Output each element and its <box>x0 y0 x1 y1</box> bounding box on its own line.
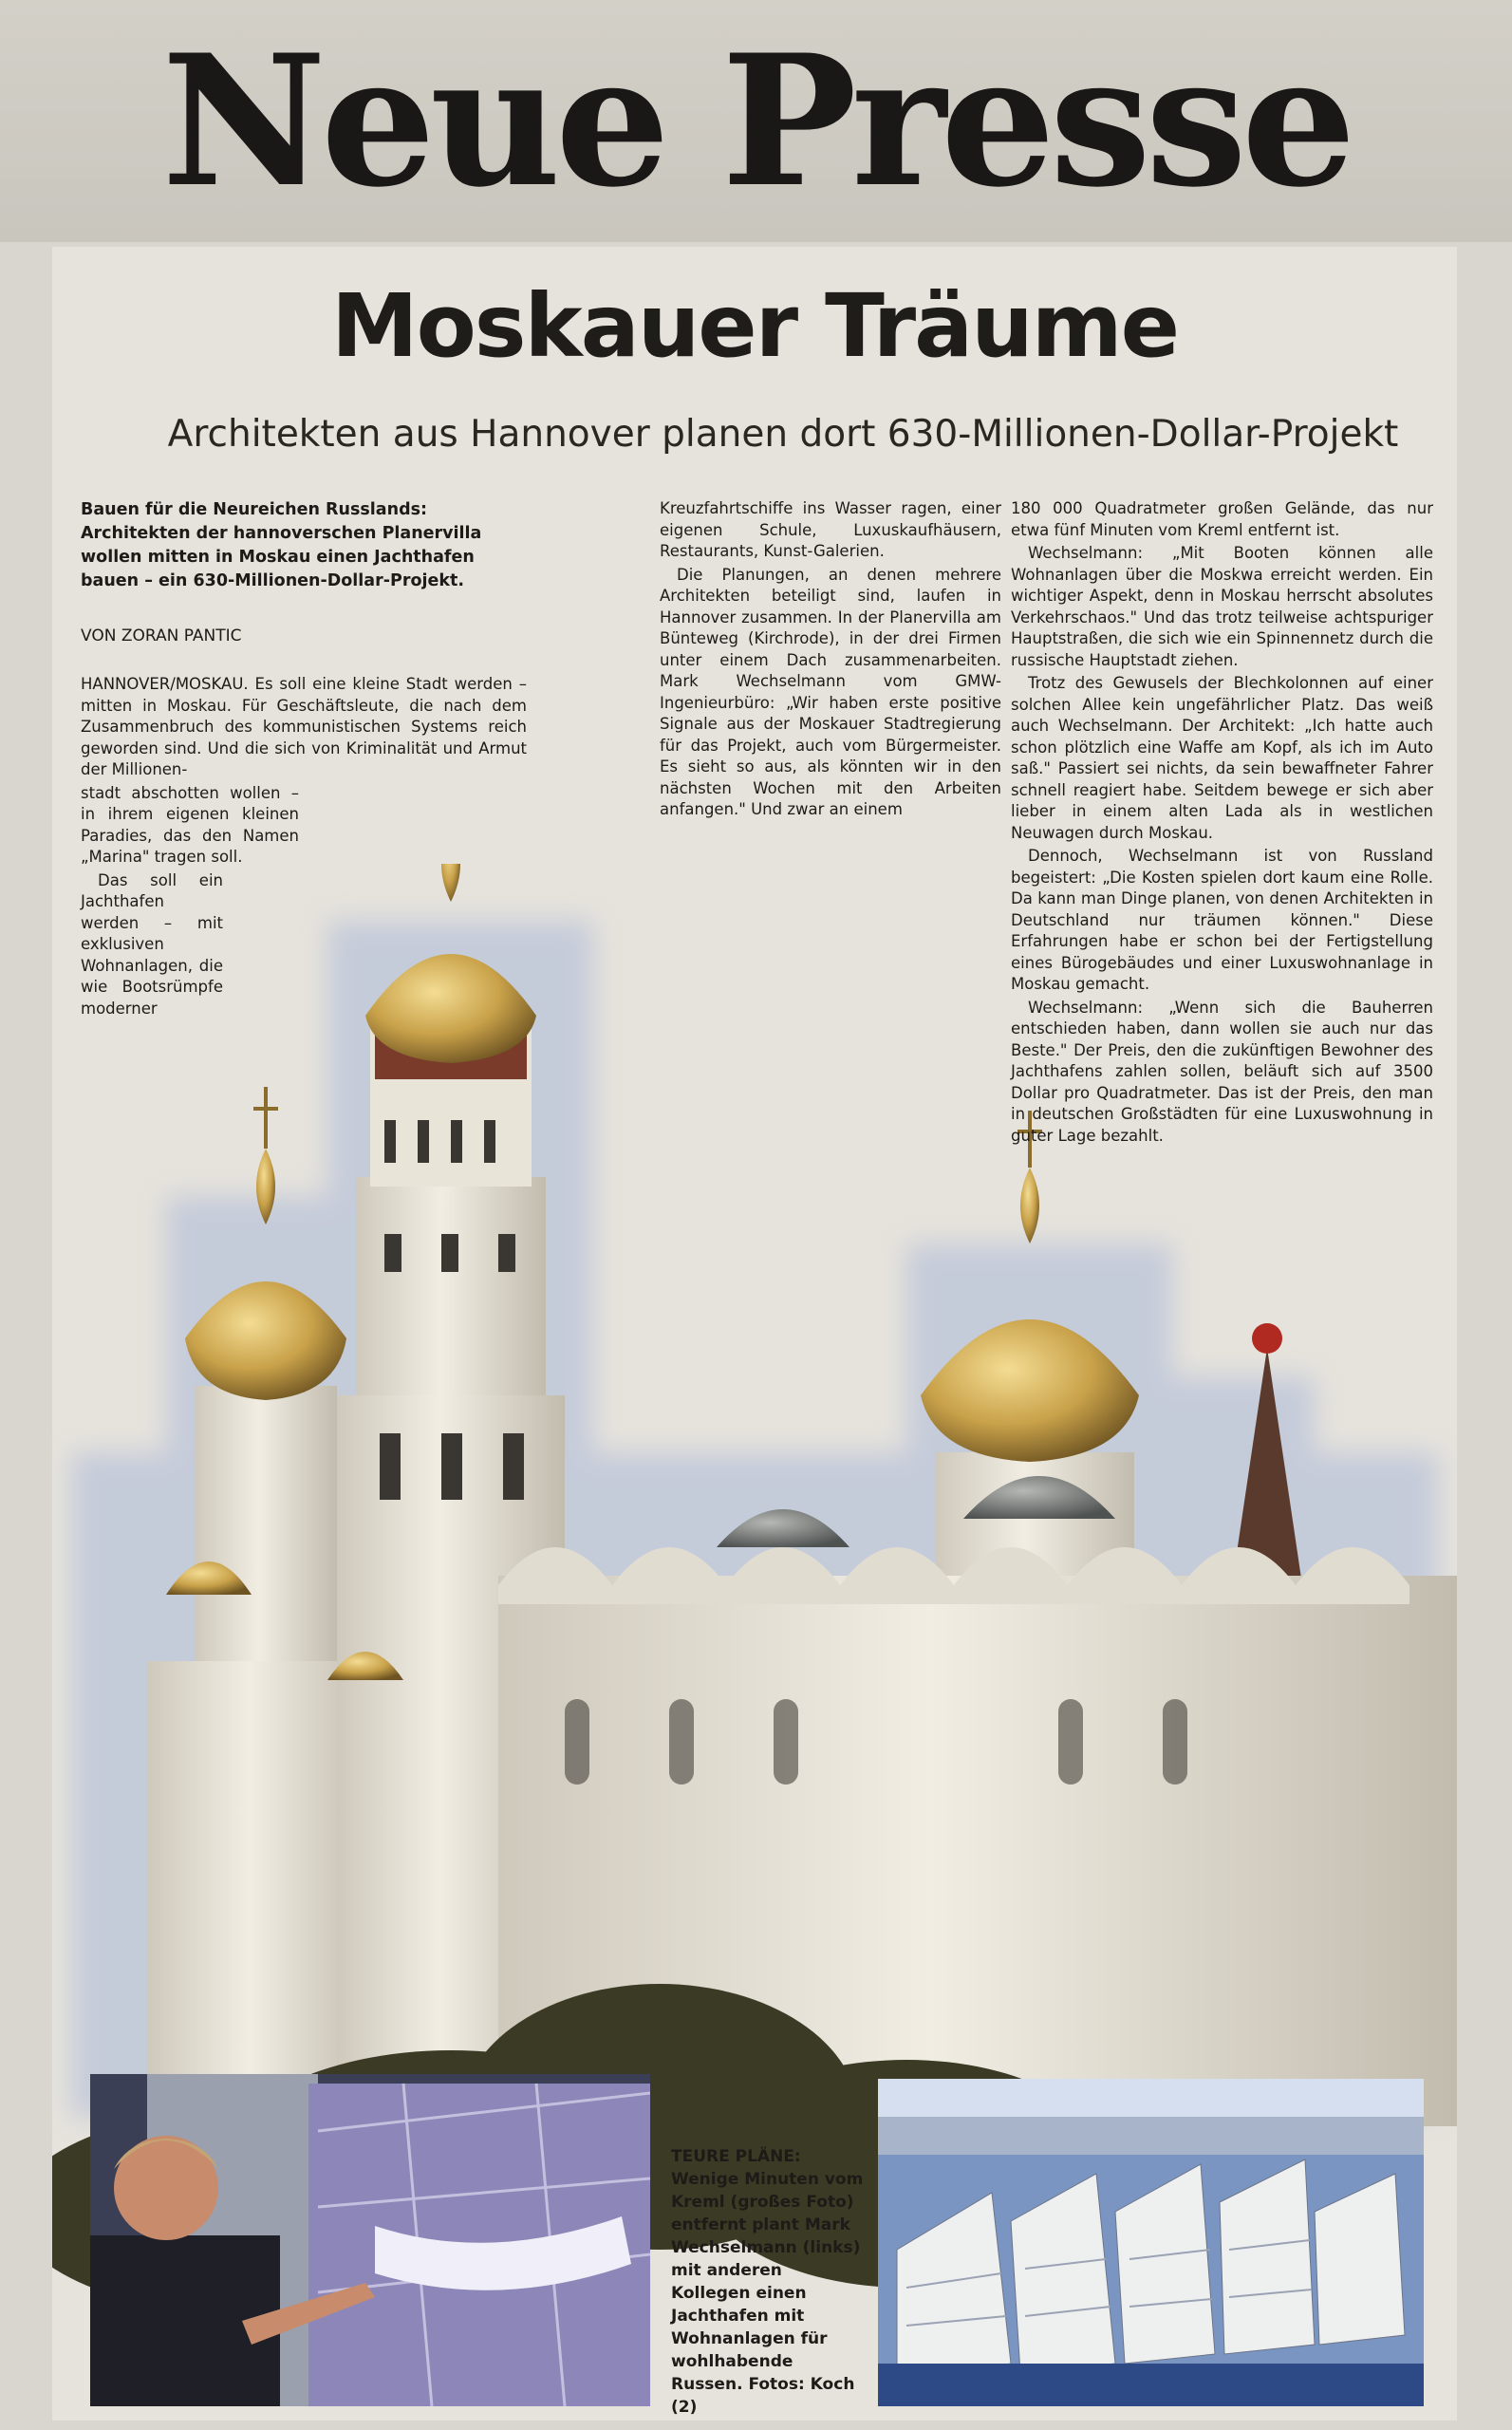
article-page <box>52 247 1457 2421</box>
article-subhead: Architekten aus Hannover planen dort 630-Millionen-Dollar-Projekt <box>167 413 1399 456</box>
newspaper-title: Neue Presse <box>161 14 1351 227</box>
article-byline: VON ZORAN PANTIC <box>81 626 242 645</box>
paragraph: HANNOVER/MOSKAU. Es soll eine kleine Stadt werden – mitten in Moskau. Für Geschäftsleute, die nach dem Zusammenbruch des kommunistischen Systems reich geworden sind. Und die sich von Kriminalität und Armut der Millionen- <box>81 675 527 778</box>
paragraph: Das soll ein Jachthafen werden – mit exklusiven Wohnanlagen, die wie Bootsrümpfe moderner <box>81 870 223 1018</box>
paragraph: 180 000 Quadratmeter großen Gelände, das nur etwa fünf Minuten vom Kreml entfernt ist. <box>1011 499 1433 539</box>
paragraph: Wechselmann: „Mit Booten können alle Wohnanlagen über die Moskwa erreicht werden. Ein wichtiger Aspekt, denn in Moskau herrscht absolutes Verkehrschaos." Und das trotz teilweise achtspuriger Hauptstraßen, die sich wie ein Spinnennetz durch die russische Hauptstadt ziehen. <box>1011 544 1433 669</box>
article-column-3 <box>1011 498 1433 1149</box>
architect-photo <box>90 2074 650 2406</box>
paragraph: stadt abschotten wollen – in ihrem eigenen kleinen Paradies, das den Namen „Marina" tragen soll. <box>81 783 299 866</box>
masthead <box>0 0 1512 242</box>
article-column-1 <box>81 674 527 1021</box>
article-column-2 <box>660 498 1001 823</box>
paragraph: Dennoch, Wechselmann ist von Russland begeistert: „Die Kosten spielen dort kaum eine Rolle. Da kann man Dinge planen, von denen Architekten in Deutschland nur träumen können." Diese Erfahrungen habe er schon bei der Fertigstellung eines Bürogebäudes und einer Luxuswohnanlage in Moskau gemacht. <box>1011 847 1433 993</box>
article-headline: Moskauer Träume <box>331 275 1178 377</box>
paragraph: Kreuzfahrtschiffe ins Wasser ragen, einer eigenen Schule, Luxuskaufhäusern, Restaurants, Kunst-Galerien. <box>660 499 1001 560</box>
article-lead: Bauen für die Neureichen Russlands: Architekten der hannoverschen Planervilla wollen mitten in Moskau einen Jachthafen bauen – ein 630-Millionen-Dollar-Projekt. <box>81 500 482 590</box>
paragraph: Die Planungen, an denen mehrere Architekten beteiligt sind, laufen in Hannover zusammen. In der Planervilla am Bünteweg (Kirchrode), in der drei Firmen unter einem Dach zusammenarbeiten. Mark Wechselmann vom GMW-Ingenieurbüro: „Wir haben erste positive Signale aus der Moskauer Stadtregierung für das Projekt, auch vom Bürgermeister. Es sieht so aus, als könnten wir in den nächsten Wochen mit den Arbeiten anfangen." Und zwar an einem <box>660 565 1001 818</box>
paragraph: Wechselmann: „Wenn sich die Bauherren entschieden haben, dann wollen sie auch nur das Beste." Der Preis, den die zukünftigen Bewohner des Jachthafens zahlen sollen, beläuft sich auf 3500 Dollar pro Quadratmeter. Das ist der Preis, den man in deutschen Großstädten für eine Luxuswohnung in guter Lage bezahlt. <box>1011 998 1433 1145</box>
model-photo <box>878 2079 1424 2406</box>
photo-caption: TEURE PLÄNE: Wenige Minuten vom Kreml (großes Foto) entfernt plant Mark Wechselmann (links) mit anderen Kollegen einen Jachthafen mit Wohnanlagen für wohlhabende Russen. Fotos: Koch (2) <box>671 2147 864 2417</box>
paragraph: Trotz des Gewusels der Blechkolonnen auf einer solchen Allee kein ungefährlicher Platz. Das weiß auch Wechselmann. Der Architekt: „Ich hatte auch schon plötzlich eine Waffe am Kopf, als ich im Auto saß." Passiert sei nichts, da sein bewaffneter Fahrer schnell reagiert habe. Seitdem bewege er sich aber lieber in einem alten Lada als in westlichen Neuwagen durch Moskau. <box>1011 674 1433 842</box>
